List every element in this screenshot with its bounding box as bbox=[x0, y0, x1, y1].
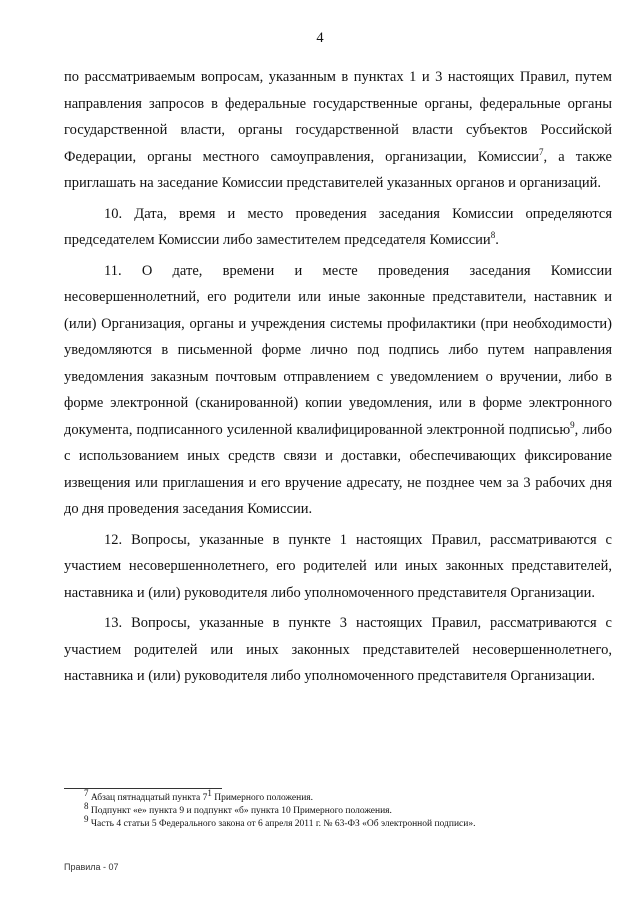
paragraph-text-tail: . bbox=[495, 232, 499, 248]
footnotes bbox=[84, 787, 604, 831]
paragraph-13 bbox=[64, 610, 612, 690]
footnote-ref: 8 bbox=[490, 230, 496, 241]
paragraph-text: 11. О дате, времени и месте проведения заседания Комиссии несовершеннолетний, его родители или иные законные представители, наставник и (или) Организация, органы и учреждения системы профилактики (при необходимости) уведомляются в письменной форме лично под подпись либо путем направления уведомления заказным почтовым отправлением с уведомлением о вручении, либо в форме электронной (сканированной) копии уведомления, или в форме электронного документа, подписанного усиленной квалифицированной электронной подписью bbox=[64, 262, 612, 438]
paragraph-text-tail: , либо с использованием иных средств связи и доставки, обеспечивающих фиксирование извещения или приглашения и его вручение адресату, не позднее чем за 3 рабочих дня до дня проведения заседания Комиссии. bbox=[64, 421, 613, 517]
paragraph-text: по рассматриваемым вопросам, указанным в пунктах 1 и 3 настоящих Правил, путем направления запросов в федеральные государственные органы, федеральные органы государственной власти, органы государственной власти субъектов Российской Федерации, органы местного самоуправления, организации, Комиссии bbox=[64, 69, 612, 165]
footnote-ref: 7 bbox=[539, 146, 544, 157]
paragraph-11 bbox=[64, 258, 612, 523]
footnote-text-tail: Примерного положения. bbox=[211, 793, 314, 803]
footnote-9 bbox=[84, 813, 604, 831]
paragraph-continuation bbox=[64, 64, 612, 197]
footnote-7 bbox=[84, 787, 604, 805]
footnote-mark: 7 bbox=[84, 787, 89, 798]
footnote-mark: 8 bbox=[84, 800, 89, 811]
paragraph-text: 10. Дата, время и место проведения заседания Комиссии определяются председателем Комиссии либо заместителем председателя Комиссии bbox=[64, 205, 612, 248]
footnote-mark: 9 bbox=[84, 813, 89, 824]
paragraph-text: 13. Вопросы, указанные в пункте 3 настоящих Правил, рассматриваются с участием родителей или иных законных представителей несовершеннолетнего, наставника и (или) руководителя либо уполномоченного представителя Организации. bbox=[64, 615, 612, 684]
paragraph-text-tail: , а также приглашать на заседание Комиссии представителей указанных органов и организаций. bbox=[64, 148, 612, 191]
footnote-superscript: 1 bbox=[207, 787, 212, 798]
footnote-ref: 9 bbox=[570, 419, 575, 430]
footnote-8 bbox=[84, 800, 604, 818]
paragraph-text: 12. Вопросы, указанные в пункте 1 настоящих Правил, рассматриваются с участием несовершеннолетнего, его родителей или иных законных представителей, наставника и (или) руководителя либо уполномоченного представителя Организации. bbox=[64, 531, 612, 601]
footnote-text: Абзац пятнадцатый пункта 7 bbox=[88, 793, 208, 803]
body-text bbox=[64, 64, 612, 694]
page-number: 4 bbox=[316, 30, 324, 46]
footnote-text: Подпункт «е» пункта 9 и подпункт «б» пункта 10 Примерного положения. bbox=[88, 806, 392, 816]
footer-document-code: Правила - 07 bbox=[64, 862, 119, 872]
paragraph-10 bbox=[64, 201, 612, 254]
footnote-text: Часть 4 статьи 5 Федерального закона от 6 апреля 2011 г. № 63-ФЗ «Об электронной подписи». bbox=[88, 819, 476, 829]
paragraph-12 bbox=[64, 527, 612, 607]
